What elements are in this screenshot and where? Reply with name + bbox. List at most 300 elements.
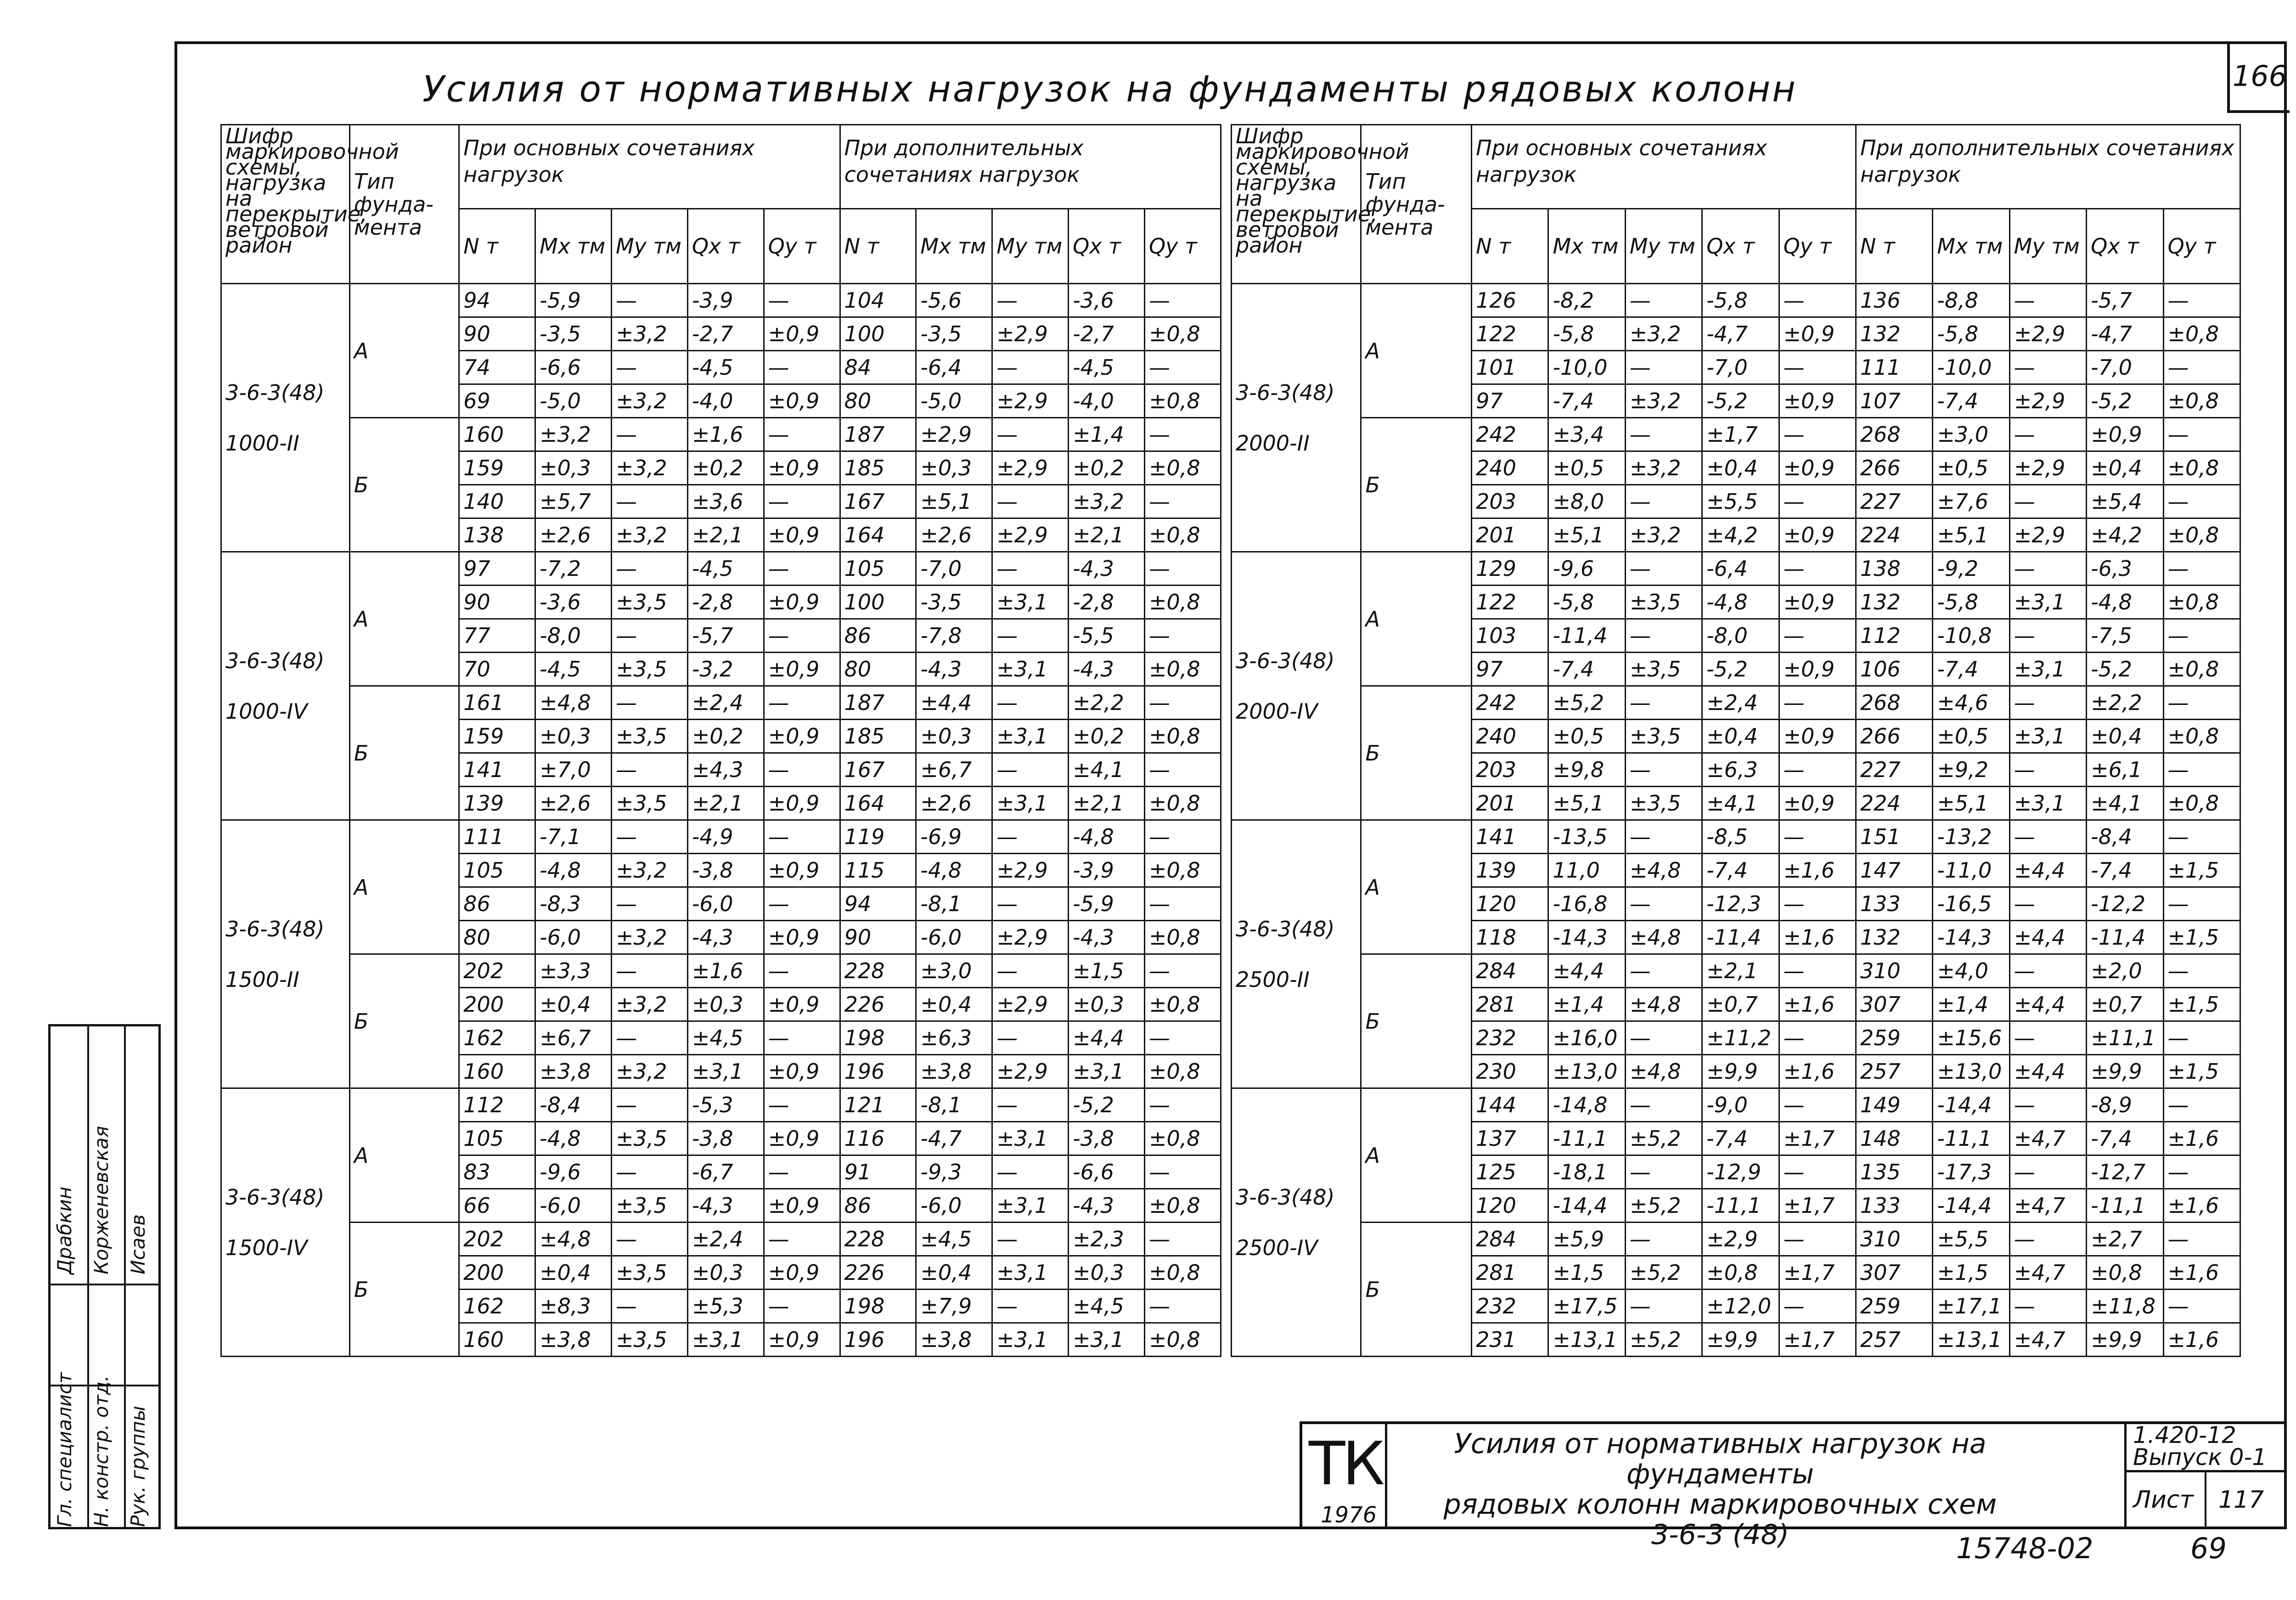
value-cell: -4,7 [916, 1122, 992, 1155]
value-cell: -6,6 [535, 351, 612, 384]
value-cell: ±4,4 [2009, 988, 2086, 1021]
value-cell: ±3,2 [611, 317, 687, 351]
value-cell: -3,5 [916, 586, 992, 619]
value-cell: — [1144, 418, 1221, 451]
value-cell: ±3,5 [611, 586, 687, 619]
value-cell: — [2163, 552, 2240, 586]
value-cell: 257 [1856, 1055, 1933, 1088]
value-cell: ±0,8 [1144, 1122, 1221, 1155]
table-row [221, 1223, 1221, 1256]
value-cell: ±1,6 [687, 418, 764, 451]
value-cell: — [1144, 887, 1221, 921]
value-cell: — [1144, 1155, 1221, 1189]
value-cell: 103 [1472, 619, 1548, 653]
value-cell: — [1625, 1021, 1702, 1055]
value-cell: ±3,2 [535, 418, 612, 451]
value-cell: — [764, 1155, 840, 1189]
table-row [1232, 552, 2240, 586]
value-cell: 203 [1472, 753, 1548, 787]
value-cell: 227 [1856, 753, 1933, 787]
value-cell: ±2,9 [2009, 518, 2086, 552]
value-cell: ±0,4 [535, 1256, 612, 1290]
value-cell: 132 [1856, 921, 1933, 954]
value-cell: 196 [840, 1055, 916, 1088]
value-cell: -5,8 [1548, 586, 1625, 619]
value-cell: 116 [840, 1122, 916, 1155]
value-cell: — [611, 619, 687, 653]
value-cell: ±3,1 [992, 787, 1069, 820]
value-cell: 227 [1856, 485, 1933, 518]
value-cell: -18,1 [1548, 1155, 1625, 1189]
value-cell: — [611, 887, 687, 921]
value-cell: 101 [1472, 351, 1548, 384]
value-cell: ±5,2 [1625, 1323, 1702, 1357]
value-cell: — [611, 1021, 687, 1055]
value-cell: — [1144, 686, 1221, 720]
value-cell: 149 [1856, 1088, 1933, 1122]
value-cell: ±1,6 [687, 954, 764, 988]
header-additional-combinations: При дополнительных сочетаниях нагрузок [840, 125, 1221, 209]
value-cell: ±3,5 [611, 720, 687, 753]
value-cell: ±13,0 [1933, 1055, 2009, 1088]
table-row [221, 954, 1221, 988]
value-cell: -4,3 [1069, 653, 1145, 686]
foundation-type-cell: Б [1361, 954, 1472, 1088]
foundation-type-cell: А [1361, 284, 1472, 418]
value-cell: — [764, 1290, 840, 1323]
value-cell: ±3,1 [992, 653, 1069, 686]
value-cell: ±1,6 [2163, 1256, 2240, 1290]
value-cell: 187 [840, 686, 916, 720]
value-cell: 266 [1856, 720, 1933, 753]
value-cell: -7,4 [1548, 653, 1625, 686]
value-cell: — [1625, 686, 1702, 720]
value-cell: -6,3 [2087, 552, 2163, 586]
value-cell: ±4,8 [1625, 1055, 1702, 1088]
value-cell: -11,0 [1933, 854, 2009, 887]
value-cell: — [1625, 552, 1702, 586]
value-cell: — [2009, 552, 2086, 586]
value-cell: ±6,3 [1702, 753, 1779, 787]
value-cell: — [1625, 1155, 1702, 1189]
value-cell: ±4,2 [1702, 518, 1779, 552]
value-cell: -9,6 [535, 1155, 612, 1189]
value-cell: — [611, 686, 687, 720]
value-cell: — [992, 351, 1069, 384]
value-cell: ±0,9 [1779, 384, 1856, 418]
foundation-type-cell: Б [1361, 1223, 1472, 1357]
value-cell: ±0,2 [687, 720, 764, 753]
value-cell: ±0,8 [1144, 1323, 1221, 1357]
value-cell: ±3,4 [1548, 418, 1625, 451]
value-cell: 122 [1472, 317, 1548, 351]
value-cell: 84 [840, 351, 916, 384]
value-cell: 162 [459, 1021, 535, 1055]
value-cell: ±0,9 [1779, 586, 1856, 619]
value-cell: 135 [1856, 1155, 1933, 1189]
foundation-type-cell: А [349, 284, 459, 418]
value-cell: — [1144, 753, 1221, 787]
value-cell: -12,2 [2087, 887, 2163, 921]
value-cell: 161 [459, 686, 535, 720]
value-cell: — [611, 418, 687, 451]
document-number: 15748-02 [1956, 1532, 2093, 1565]
value-cell: -7,2 [535, 552, 612, 586]
value-cell: — [764, 1021, 840, 1055]
value-cell: ±0,8 [1144, 384, 1221, 418]
value-cell: 144 [1472, 1088, 1548, 1122]
value-cell: -7,5 [2087, 619, 2163, 653]
value-cell: ±2,4 [687, 686, 764, 720]
stamp-role-1: Гл. специалист [53, 1372, 76, 1527]
stamp-role-2: Н. констр. отд. [90, 1375, 113, 1527]
value-cell: ±3,5 [1625, 787, 1702, 820]
value-cell: 138 [459, 518, 535, 552]
value-cell: ±3,5 [611, 653, 687, 686]
value-cell: -8,5 [1702, 820, 1779, 854]
value-cell: -5,9 [535, 284, 612, 317]
value-cell: — [2009, 418, 2086, 451]
value-cell: — [1779, 686, 1856, 720]
column-header: N т [1856, 209, 1933, 284]
cipher-cell: 3-6-3(48) 2500-II [1232, 820, 1361, 1088]
value-cell: ±3,2 [611, 518, 687, 552]
value-cell: -4,8 [2087, 586, 2163, 619]
value-cell: — [2009, 887, 2086, 921]
value-cell: 105 [459, 1122, 535, 1155]
foundation-type-cell: А [349, 1088, 459, 1223]
value-cell: ±3,5 [611, 1323, 687, 1357]
value-cell: ±2,9 [992, 384, 1069, 418]
value-cell: ±5,3 [687, 1290, 764, 1323]
value-cell: ±0,8 [1144, 1189, 1221, 1223]
value-cell: ±2,0 [2087, 954, 2163, 988]
value-cell: 141 [459, 753, 535, 787]
value-cell: 97 [459, 552, 535, 586]
value-cell: -8,4 [535, 1088, 612, 1122]
column-header: Qx т [1702, 209, 1779, 284]
value-cell: ±3,2 [611, 451, 687, 485]
value-cell: — [2009, 820, 2086, 854]
value-cell: -10,0 [1933, 351, 2009, 384]
value-cell: -6,0 [535, 921, 612, 954]
value-cell: -7,4 [1548, 384, 1625, 418]
value-cell: -5,2 [1702, 653, 1779, 686]
value-cell: ±0,8 [1144, 921, 1221, 954]
value-cell: ±1,6 [2163, 1189, 2240, 1223]
value-cell: — [1779, 619, 1856, 653]
value-cell: ±13,0 [1548, 1055, 1625, 1088]
value-cell: -7,4 [2087, 1122, 2163, 1155]
value-cell: -3,9 [1069, 854, 1145, 887]
value-cell: — [1144, 820, 1221, 854]
value-cell: — [2163, 1155, 2240, 1189]
foundation-type-cell: Б [349, 1223, 459, 1357]
value-cell: 232 [1472, 1290, 1548, 1323]
value-cell: — [764, 686, 840, 720]
value-cell: -3,6 [535, 586, 612, 619]
value-cell: 133 [1856, 1189, 1933, 1223]
value-cell: — [1625, 753, 1702, 787]
value-cell: — [1779, 1021, 1856, 1055]
value-cell: 120 [1472, 1189, 1548, 1223]
value-cell: ±4,2 [2087, 518, 2163, 552]
value-cell: ±1,7 [1702, 418, 1779, 451]
value-cell: 164 [840, 518, 916, 552]
value-cell: ±0,4 [1702, 451, 1779, 485]
value-cell: ±9,9 [1702, 1323, 1779, 1357]
value-cell: — [2163, 1290, 2240, 1323]
tk-mark: ТК [1309, 1429, 1382, 1499]
value-cell: ±0,9 [764, 854, 840, 887]
value-cell: — [1144, 1021, 1221, 1055]
value-cell: ±2,9 [992, 518, 1069, 552]
value-cell: ±2,3 [1069, 1223, 1145, 1256]
value-cell: ±13,1 [1933, 1323, 2009, 1357]
value-cell: ±3,1 [687, 1055, 764, 1088]
value-cell: 310 [1856, 1223, 1933, 1256]
value-cell: 139 [459, 787, 535, 820]
value-cell: ±4,5 [687, 1021, 764, 1055]
value-cell: ±0,8 [2163, 586, 2240, 619]
value-cell: — [611, 1223, 687, 1256]
value-cell: ±0,8 [2163, 384, 2240, 418]
value-cell: ±0,8 [2163, 787, 2240, 820]
value-cell: -6,4 [916, 351, 992, 384]
value-cell: -2,7 [1069, 317, 1145, 351]
value-cell: ±3,1 [2009, 787, 2086, 820]
value-cell: 90 [840, 921, 916, 954]
table-row [1232, 418, 2240, 451]
value-cell: — [1625, 351, 1702, 384]
value-cell: -3,8 [1069, 1122, 1145, 1155]
value-cell: ±1,5 [2163, 854, 2240, 887]
value-cell: ±9,9 [2087, 1055, 2163, 1088]
value-cell: 228 [840, 1223, 916, 1256]
value-cell: ±3,2 [611, 921, 687, 954]
value-cell: 259 [1856, 1021, 1933, 1055]
value-cell: 125 [1472, 1155, 1548, 1189]
column-header: My тм [611, 209, 687, 284]
value-cell: 185 [840, 720, 916, 753]
value-cell: -9,3 [916, 1155, 992, 1189]
value-cell: — [1625, 954, 1702, 988]
value-cell: — [1779, 552, 1856, 586]
value-cell: 104 [840, 284, 916, 317]
value-cell: 129 [1472, 552, 1548, 586]
value-cell: ±1,7 [1779, 1189, 1856, 1223]
value-cell: 162 [459, 1290, 535, 1323]
value-cell: — [992, 485, 1069, 518]
value-cell: 132 [1856, 317, 1933, 351]
value-cell: ±4,7 [2009, 1323, 2086, 1357]
value-cell: ±4,4 [2009, 854, 2086, 887]
value-cell: ±2,1 [687, 787, 764, 820]
cipher-cell: 3-6-3(48) 1000-II [221, 284, 350, 552]
value-cell: 242 [1472, 418, 1548, 451]
value-cell: 226 [840, 988, 916, 1021]
value-cell: ±3,2 [1625, 317, 1702, 351]
value-cell: -4,3 [1069, 921, 1145, 954]
value-cell: -5,7 [687, 619, 764, 653]
stamp-role-3: Рук. группы [127, 1406, 149, 1527]
signature-stamp [48, 1024, 161, 1529]
foundation-type-cell: А [1361, 552, 1472, 686]
value-cell: 90 [459, 586, 535, 619]
value-cell: -4,8 [535, 854, 612, 887]
value-cell: ±0,9 [2087, 418, 2163, 451]
value-cell: — [1625, 887, 1702, 921]
value-cell: — [1779, 1290, 1856, 1323]
value-cell: -4,5 [687, 552, 764, 586]
value-cell: ±0,9 [764, 921, 840, 954]
value-cell: — [1625, 284, 1702, 317]
value-cell: -5,0 [916, 384, 992, 418]
value-cell: -4,8 [916, 854, 992, 887]
value-cell: 74 [459, 351, 535, 384]
value-cell: ±0,4 [1702, 720, 1779, 753]
cipher-cell: 3-6-3(48) 2000-II [1232, 284, 1361, 552]
value-cell: ±1,7 [1779, 1323, 1856, 1357]
value-cell: ±4,4 [1548, 954, 1625, 988]
value-cell: ±3,2 [611, 988, 687, 1021]
value-cell: ±0,7 [1702, 988, 1779, 1021]
stamp-name-2: Корженевская [90, 1126, 113, 1274]
value-cell: 100 [840, 586, 916, 619]
cipher-cell: 3-6-3(48) 1500-IV [221, 1088, 350, 1357]
value-cell: -5,2 [1702, 384, 1779, 418]
value-cell: -16,5 [1933, 887, 2009, 921]
value-cell: 151 [1856, 820, 1933, 854]
value-cell: — [1625, 1290, 1702, 1323]
value-cell: 196 [840, 1323, 916, 1357]
value-cell: ±3,1 [1069, 1055, 1145, 1088]
cipher-cell: 3-6-3(48) 2500-IV [1232, 1088, 1361, 1357]
value-cell: 97 [1472, 653, 1548, 686]
value-cell: ±12,0 [1702, 1290, 1779, 1323]
value-cell: — [992, 1155, 1069, 1189]
value-cell: 185 [840, 451, 916, 485]
value-cell: — [1625, 485, 1702, 518]
value-cell: ±1,4 [1069, 418, 1145, 451]
value-cell: ±1,4 [1933, 988, 2009, 1021]
value-cell: ±17,1 [1933, 1290, 2009, 1323]
value-cell: — [2009, 1155, 2086, 1189]
value-cell: 201 [1472, 518, 1548, 552]
value-cell: ±0,3 [1069, 988, 1145, 1021]
value-cell: ±3,2 [1625, 451, 1702, 485]
value-cell: -8,0 [1702, 619, 1779, 653]
table-row [221, 1088, 1221, 1122]
value-cell: — [1779, 485, 1856, 518]
value-cell: ±5,1 [916, 485, 992, 518]
value-cell: ±4,4 [2009, 921, 2086, 954]
foundation-type-cell: Б [349, 954, 459, 1088]
value-cell: -14,4 [1933, 1189, 2009, 1223]
value-cell: ±0,4 [535, 988, 612, 1021]
value-cell: ±0,8 [1144, 317, 1221, 351]
value-cell: ±3,2 [611, 384, 687, 418]
value-cell: ±3,8 [916, 1323, 992, 1357]
value-cell: 284 [1472, 954, 1548, 988]
value-cell: -7,0 [2087, 351, 2163, 384]
value-cell: — [1144, 619, 1221, 653]
value-cell: -4,5 [1069, 351, 1145, 384]
value-cell: ±3,1 [2009, 653, 2086, 686]
header-basic-combinations: При основных сочетаниях нагрузок [1472, 125, 1856, 209]
value-cell: — [2163, 351, 2240, 384]
value-cell: ±4,7 [2009, 1122, 2086, 1155]
value-cell: 310 [1856, 954, 1933, 988]
value-cell: ±3,1 [687, 1323, 764, 1357]
value-cell: 105 [459, 854, 535, 887]
value-cell: — [764, 485, 840, 518]
cipher-cell: 3-6-3(48) 1000-IV [221, 552, 350, 820]
value-cell: -8,4 [2087, 820, 2163, 854]
foundation-type-cell: Б [349, 686, 459, 820]
value-cell: -11,1 [1548, 1122, 1625, 1155]
value-cell: -3,8 [687, 1122, 764, 1155]
value-cell: ±2,1 [1069, 787, 1145, 820]
value-cell: 90 [459, 317, 535, 351]
header-foundation-type: Тип фунда-мента [349, 125, 459, 284]
column-header: Mx тм [1548, 209, 1625, 284]
value-cell: ±2,7 [2087, 1223, 2163, 1256]
value-cell: — [1779, 1155, 1856, 1189]
value-cell: — [2009, 351, 2086, 384]
value-cell: ±3,5 [1625, 586, 1702, 619]
title-block-name-line1: Усилия от нормативных нагрузок на фундаменты [1454, 1428, 1986, 1490]
value-cell: 198 [840, 1290, 916, 1323]
value-cell: -4,3 [687, 921, 764, 954]
value-cell: — [2009, 1223, 2086, 1256]
value-cell: -8,3 [535, 887, 612, 921]
value-cell: ±4,1 [1702, 787, 1779, 820]
value-cell: -5,2 [2087, 653, 2163, 686]
value-cell: ±9,2 [1933, 753, 2009, 787]
value-cell: 80 [459, 921, 535, 954]
value-cell: ±0,9 [764, 451, 840, 485]
value-cell: 201 [1472, 787, 1548, 820]
value-cell: -14,3 [1548, 921, 1625, 954]
value-cell: ±3,1 [992, 1122, 1069, 1155]
value-cell: ±4,5 [916, 1223, 992, 1256]
value-cell: ±2,9 [992, 451, 1069, 485]
value-cell: ±0,8 [1702, 1256, 1779, 1290]
value-cell: ±2,4 [1702, 686, 1779, 720]
value-cell: 91 [840, 1155, 916, 1189]
value-cell: -3,8 [687, 854, 764, 887]
value-cell: ±3,1 [2009, 720, 2086, 753]
column-header: My тм [2009, 209, 2086, 284]
value-cell: -6,7 [687, 1155, 764, 1189]
cipher-cell: 3-6-3(48) 1500-II [221, 820, 350, 1088]
value-cell: — [764, 954, 840, 988]
value-cell: ±2,6 [916, 518, 992, 552]
value-cell: — [2009, 1088, 2086, 1122]
value-cell: ±3,1 [992, 1323, 1069, 1357]
value-cell: -5,6 [916, 284, 992, 317]
value-cell: ±0,8 [2087, 1256, 2163, 1290]
value-cell: — [2009, 284, 2086, 317]
value-cell: ±3,1 [992, 586, 1069, 619]
value-cell: — [1144, 351, 1221, 384]
value-cell: -16,8 [1548, 887, 1625, 921]
value-cell: — [992, 1021, 1069, 1055]
value-cell: -7,4 [1702, 854, 1779, 887]
page-title: Усилия от нормативных нагрузок на фундаменты рядовых колонн [422, 69, 1798, 110]
value-cell: -2,8 [1069, 586, 1145, 619]
